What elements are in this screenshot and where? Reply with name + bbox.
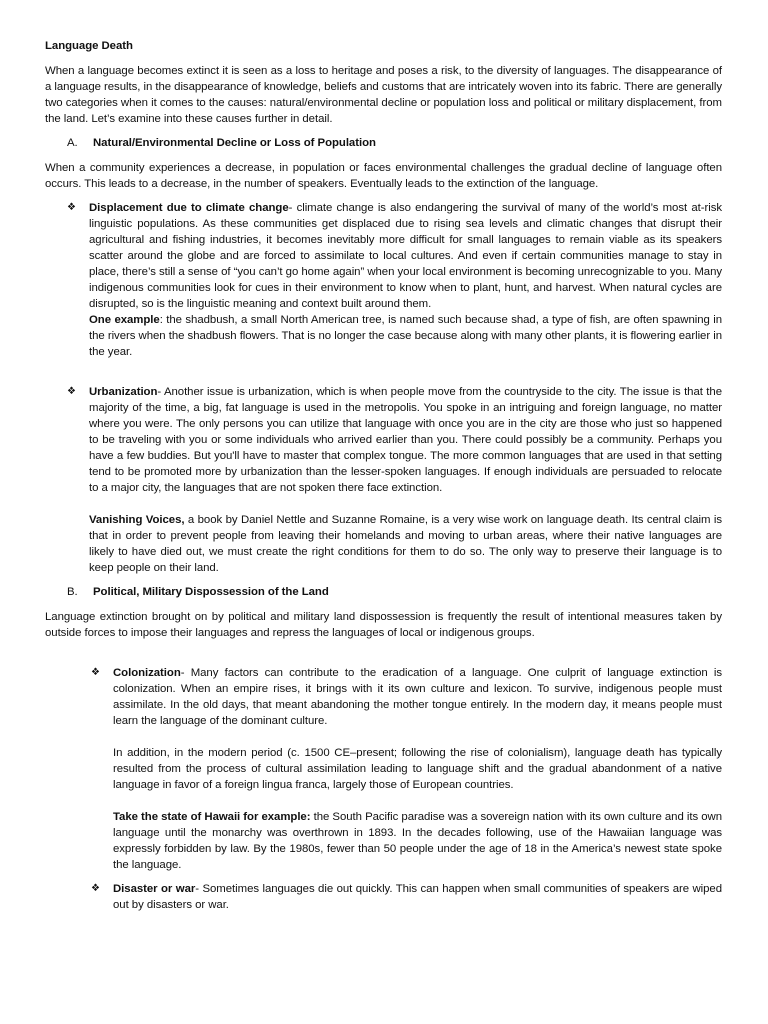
document	[45, 38, 722, 913]
diamond-bullet-icon: ❖	[91, 883, 100, 894]
climate-paragraph	[89, 200, 722, 312]
diamond-bullet-icon: ❖	[67, 386, 76, 397]
section-b-heading	[45, 584, 722, 600]
section-b-intro: Language extinction brought on by political and military land dispossession is frequently the result of intentional measures taken by outside forces to impose their languages and repress the languages of local or indigenous groups.	[45, 611, 722, 639]
colonization-label: Colonization	[113, 667, 181, 679]
modern-period-paragraph: In addition, in the modern period (c. 1500 CE–present; following the rise of colonialism), language death has typically resulted from the process of cultural assimilation leading to language shift and the gradual abandonment of a native language in favor of a foreign lingua franca, largely those of European countries.	[113, 747, 722, 791]
urbanization-paragraph	[89, 384, 722, 496]
colonization-text: - Many factors can contribute to the eradication of a language. One culprit of language extinction is colonization. When an empire rises, it brings with it its own culture and lexicon. To survive, indigenous people must assimilate. In the old days, that meant abandoning the mother tongue entirely. In the modern day, it means people must learn the language of the dominant culture.	[113, 667, 722, 727]
book-label: Vanishing Voices,	[89, 514, 185, 526]
example-paragraph	[89, 312, 722, 360]
bullet-colonization	[45, 665, 722, 873]
section-a-heading	[45, 135, 722, 151]
section-b-title: Political, Military Dispossession of the Land	[93, 586, 329, 598]
hawaii-label: Take the state of Hawaii for example:	[113, 811, 311, 823]
book-paragraph	[89, 512, 722, 576]
diamond-bullet-icon: ❖	[91, 667, 100, 678]
example-text: : the shadbush, a small North American tree, is named such because shad, a type of fish, are often spawning in the rivers when the shadbush flowers. That is no longer the case because along with many other plants, it is flowering earlier in the year.	[89, 314, 722, 358]
climate-label: Displacement due to climate change	[89, 202, 289, 214]
urbanization-label: Urbanization	[89, 386, 158, 398]
disaster-text: - Sometimes languages die out quickly. This can happen when small communities of speakers are wiped out by disasters or war.	[113, 883, 722, 911]
disaster-label: Disaster or war	[113, 883, 196, 895]
hawaii-text: the South Pacific paradise was a sovereign nation with its own culture and its own language until the monarchy was overthrown in 1893. In the decades following, use of the Hawaiian language was expressly forbidden by law. By the 1980s, fewer than 50 people under the age of 18 in the America’s newest state spoke the language.	[113, 811, 722, 871]
section-a-intro: When a community experiences a decrease, in population or faces environmental challenges the gradual decline of language often occurs. This leads to a decrease, in the number of speakers. Eventually leads to the extinction of the language.	[45, 162, 722, 190]
diamond-bullet-icon: ❖	[67, 202, 76, 213]
climate-text: - climate change is also endangering the survival of many of the world’s most at-risk linguistic populations. As these communities get displaced due to rising sea levels and climatic changes that disrupt their agricultural and fishing industries, it becomes inevitably more difficult for small languages to remain viable as its speakers scatter around the globe and are forced to assimilate to local cultures. And even if certain communities manage to stay in place, there’s still a sense of “you can’t go home again” when your local environment is becoming unrecognizable to you. Many indigenous communities look for cues in their environment to know when to plant, hunt, and harvest. When natural cycles are disrupted, so is the linguistic meaning and context built around them.	[89, 202, 722, 310]
section-a-title: Natural/Environmental Decline or Loss of Population	[93, 137, 376, 149]
intro-paragraph: When a language becomes extinct it is seen as a loss to heritage and poses a risk, to the diversity of languages. The disappearance of a language results, in the disappearance of knowledge, beliefs and customs that are intricately woven into its fabric. There are generally two categories when it comes to the causes: natural/environmental decline or population loss and political or military displacement, from the land. Let’s examine into these causes further in detail.	[45, 65, 722, 125]
hawaii-paragraph	[113, 809, 722, 873]
document-title: Language Death	[45, 40, 133, 52]
example-label: One example	[89, 314, 160, 326]
section-b-letter: B.	[67, 586, 78, 598]
bullet-climate-change	[45, 200, 722, 360]
urbanization-text: - Another issue is urbanization, which is when people move from the countryside to the city. The issue is that the majority of the time, a big, fat language is used in the metropolis. You spoke in an intriguing and foreign language, no matter where you were. The only persons you can utilize that language with once you are in the city are those who just so happened to be traveling with you or some individuals who arrived earlier than you. There could possibly be a community. Perhaps you have a few buddies. But you'll have to master that complex tongue. The more common languages that are used in that setting tend to be promoted more by urbanization than the lesser-spoken languages. If enough individuals are persuaded to relocate to a major city, the languages that are not spoken there face extinction.	[89, 386, 722, 494]
disaster-paragraph	[113, 881, 722, 913]
book-text: a book by Daniel Nettle and Suzanne Romaine, is a very wise work on language death. Its central claim is that in order to prevent people from leaving their homelands and moving to urban areas, where their native languages are likely to have died out, we must create the right conditions for them to do so. The only way to preserve their language is to keep people on their land.	[89, 514, 722, 574]
bullet-urbanization	[45, 384, 722, 576]
bullet-disaster-or-war	[45, 881, 722, 913]
colonization-paragraph	[113, 665, 722, 729]
section-a-letter: A.	[67, 137, 78, 149]
